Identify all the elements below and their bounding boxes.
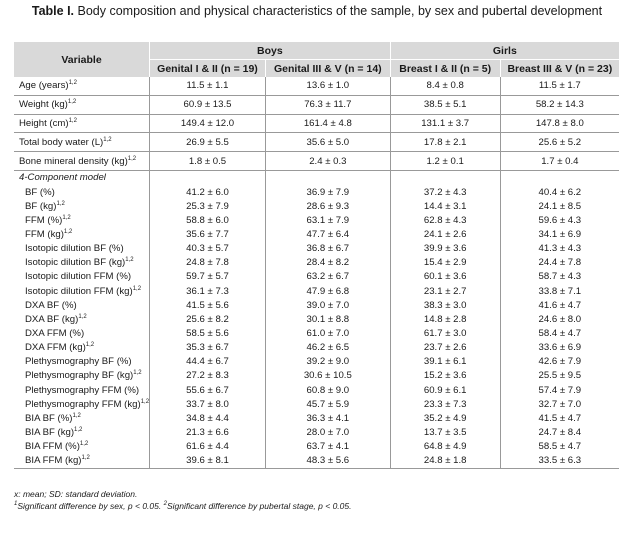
cell-value: 36.3 ± 4.1 <box>265 411 390 425</box>
table-label: Table I. <box>31 4 75 18</box>
table-row <box>14 227 619 241</box>
cell-value: 35.6 ± 7.7 <box>150 227 266 241</box>
cell-value: 11.5 ± 1.1 <box>150 77 266 95</box>
empty-cell <box>500 170 619 185</box>
table-row <box>14 77 619 95</box>
table-row <box>14 312 619 326</box>
row-label: FFM (%)$^{1,2}$ <box>14 213 150 227</box>
cell-value: 40.3 ± 5.7 <box>150 242 266 256</box>
table-row <box>14 397 619 411</box>
cell-value: 28.4 ± 8.2 <box>265 256 390 270</box>
cell-value: 62.8 ± 4.3 <box>390 213 500 227</box>
cell-value: 1.2 ± 0.1 <box>390 152 500 171</box>
cell-value: 8.4 ± 0.8 <box>390 77 500 95</box>
cell-value: 63.7 ± 4.1 <box>265 440 390 454</box>
cell-value: 14.4 ± 3.1 <box>390 199 500 213</box>
cell-value: 61.7 ± 3.0 <box>390 326 500 340</box>
empty-cell <box>390 170 500 185</box>
table-row <box>14 355 619 369</box>
cell-value: 149.4 ± 12.0 <box>150 114 266 133</box>
cell-value: 33.8 ± 7.1 <box>538 285 582 297</box>
cell-value: 76.3 ± 11.7 <box>265 95 390 114</box>
cell-value: 30.6 ± 10.5 <box>265 369 390 383</box>
table-row <box>14 185 619 199</box>
table-row <box>14 341 619 355</box>
cell-value: 58.2 ± 14.3 <box>500 95 619 114</box>
cell-value: 34.8 ± 4.4 <box>150 411 266 425</box>
cell-value: 14.8 ± 2.8 <box>390 312 500 326</box>
cell-value: 23.7 ± 2.6 <box>390 341 500 355</box>
cell-value: 33.7 ± 8.0 <box>150 397 266 411</box>
cell-value: 41.5 ± 4.7 <box>538 412 582 424</box>
header-col-breast-1-2: Breast I & II (n = 5) <box>390 60 500 78</box>
table-row <box>14 270 619 284</box>
cell-value: 55.6 ± 6.7 <box>150 383 266 397</box>
cell-value: 38.5 ± 5.1 <box>390 95 500 114</box>
cell-value: 60.9 ± 6.1 <box>390 383 500 397</box>
cell-value: 25.5 ± 9.5 <box>538 370 582 382</box>
row-label: Isotopic dilution BF (%) <box>14 242 150 256</box>
cell-value: 34.1 ± 6.9 <box>538 228 582 240</box>
cell-value: 26.9 ± 5.5 <box>150 133 266 152</box>
cell-value: 40.4 ± 6.2 <box>538 186 582 198</box>
cell-value: 46.2 ± 6.5 <box>265 341 390 355</box>
cell-value: 58.7 ± 4.3 <box>538 271 582 283</box>
table-row <box>14 284 619 298</box>
cell-value: 58.5 ± 4.7 <box>538 441 582 453</box>
cell-value: 28.6 ± 9.3 <box>265 199 390 213</box>
row-label: Isotopic dilution BF (kg)$^{1,2}$ <box>14 256 150 270</box>
row-label: FFM (kg)$^{1,2}$ <box>14 227 150 241</box>
cell-value: 25.6 ± 5.2 <box>500 133 619 152</box>
cell-value: 41.3 ± 4.3 <box>538 243 582 255</box>
cell-value: 30.1 ± 8.8 <box>265 312 390 326</box>
header-girls: Girls <box>390 42 619 60</box>
header-boys: Boys <box>150 42 391 60</box>
cell-value: 147.8 ± 8.0 <box>500 114 619 133</box>
row-label: Plethysmography FFM (kg)$^{1,2}$ <box>14 397 150 411</box>
row-label: Bone mineral density (kg)$^{1,2}$ <box>14 152 150 171</box>
cell-value: 13.6 ± 1.0 <box>265 77 390 95</box>
empty-cell <box>265 170 390 185</box>
table-row <box>14 298 619 312</box>
cell-value: 24.8 ± 7.8 <box>150 256 266 270</box>
table-row <box>14 199 619 213</box>
table-row <box>14 369 619 383</box>
cell-value: 36.1 ± 7.3 <box>150 284 266 298</box>
cell-value: 47.9 ± 6.8 <box>265 284 390 298</box>
cell-value: 59.6 ± 4.3 <box>538 214 582 226</box>
cell-value: 21.3 ± 6.6 <box>150 425 266 439</box>
table-title <box>0 4 634 18</box>
cell-value: 36.8 ± 6.7 <box>265 242 390 256</box>
cell-value: 42.6 ± 7.9 <box>538 356 582 368</box>
empty-cell <box>150 170 266 185</box>
row-label: BF (kg)$^{1,2}$ <box>14 199 150 213</box>
row-label: Isotopic dilution FFM (%) <box>14 270 150 284</box>
cell-value: 38.3 ± 3.0 <box>390 298 500 312</box>
table-row <box>14 411 619 425</box>
cell-value: 57.4 ± 7.9 <box>538 384 582 396</box>
cell-value: 28.0 ± 7.0 <box>265 425 390 439</box>
table-row <box>14 326 619 340</box>
data-table <box>14 42 619 469</box>
cell-value: 33.5 ± 6.3 <box>500 454 619 469</box>
cell-value: 1.8 ± 0.5 <box>150 152 266 171</box>
cell-value: 45.7 ± 5.9 <box>265 397 390 411</box>
row-label: Isotopic dilution FFM (kg)$^{1,2}$ <box>14 284 150 298</box>
section-label: 4-Component model <box>14 170 150 185</box>
table-row <box>14 440 619 454</box>
cell-value: 41.6 ± 4.7 <box>538 299 582 311</box>
cell-value: 33.6 ± 6.9 <box>538 342 582 354</box>
cell-value: 15.4 ± 2.9 <box>390 256 500 270</box>
cell-value: 24.4 ± 7.8 <box>538 257 582 269</box>
cell-value: 35.2 ± 4.9 <box>390 411 500 425</box>
cell-value: 35.6 ± 5.0 <box>265 133 390 152</box>
table-body <box>14 77 619 468</box>
row-label: Plethysmography FFM (%) <box>14 383 150 397</box>
header-variable: Variable <box>14 42 150 77</box>
cell-value: 39.9 ± 3.6 <box>390 242 500 256</box>
cell-value: 61.6 ± 4.4 <box>150 440 266 454</box>
cell-value: 47.7 ± 6.4 <box>265 227 390 241</box>
cell-value: 32.7 ± 7.0 <box>538 398 582 410</box>
cell-value: 60.9 ± 13.5 <box>150 95 266 114</box>
cell-value: 11.5 ± 1.7 <box>500 77 619 95</box>
cell-value: 61.0 ± 7.0 <box>265 326 390 340</box>
table-row <box>14 383 619 397</box>
cell-value: 39.6 ± 8.1 <box>150 454 266 469</box>
table-row <box>14 425 619 439</box>
cell-value: 36.9 ± 7.9 <box>265 185 390 199</box>
cell-value: 24.1 ± 8.5 <box>538 200 582 212</box>
cell-value: 44.4 ± 6.7 <box>150 355 266 369</box>
cell-value: 24.8 ± 1.8 <box>390 454 500 469</box>
cell-value: 35.3 ± 6.7 <box>150 341 266 355</box>
footnotes <box>14 488 351 512</box>
row-label: Total body water $(L)^{1,2}$ <box>14 133 150 152</box>
section-row <box>14 170 619 185</box>
cell-value: 37.2 ± 4.3 <box>390 185 500 199</box>
row-label: Height (cm)$^{1,2}$ <box>14 114 150 133</box>
row-label: BIA FFM (kg)$^{1,2}$ <box>14 454 150 469</box>
cell-value: 23.1 ± 2.7 <box>390 284 500 298</box>
row-label: Age (years)$^{1,2}$ <box>14 77 150 95</box>
cell-value: 17.8 ± 2.1 <box>390 133 500 152</box>
cell-value: 15.2 ± 3.6 <box>390 369 500 383</box>
row-label: DXA BF (%) <box>14 298 150 312</box>
row-label: Plethysmography BF (%) <box>14 355 150 369</box>
row-label: BIA BF (%)$^{1,2}$ <box>14 411 150 425</box>
cell-value: 60.1 ± 3.6 <box>390 270 500 284</box>
cell-value: 25.3 ± 7.9 <box>150 199 266 213</box>
table-row <box>14 454 619 469</box>
cell-value: 23.3 ± 7.3 <box>390 397 500 411</box>
cell-value: 13.7 ± 3.5 <box>390 425 500 439</box>
table-row <box>14 256 619 270</box>
row-label: DXA FFM (kg)$^{1,2}$ <box>14 341 150 355</box>
cell-value: 41.5 ± 5.6 <box>150 298 266 312</box>
table-caption: Body composition and physical characteristics of the sample, by sex and pubertal development <box>77 4 603 18</box>
cell-value: 63.2 ± 6.7 <box>265 270 390 284</box>
cell-value: 2.4 ± 0.3 <box>265 152 390 171</box>
table-row <box>14 114 619 133</box>
cell-value: 24.7 ± 8.4 <box>538 426 582 438</box>
cell-value: 39.2 ± 9.0 <box>265 355 390 369</box>
cell-value: 60.8 ± 9.0 <box>265 383 390 397</box>
row-label: Plethysmography BF (kg)$^{1,2}$ <box>14 369 150 383</box>
cell-value: 58.4 ± 4.7 <box>538 327 582 339</box>
table-row <box>14 133 619 152</box>
table-row <box>14 213 619 227</box>
footnote-abbreviations: x: mean; SD: standard deviation. <box>14 489 138 499</box>
table-row <box>14 95 619 114</box>
cell-value: 59.7 ± 5.7 <box>150 270 266 284</box>
header-col-genital-3-5: Genital III & V (n = 14) <box>265 60 390 78</box>
cell-value: 24.6 ± 8.0 <box>538 313 582 325</box>
header-col-genital-1-2: Genital I & II (n = 19) <box>150 60 266 78</box>
cell-value: 58.8 ± 6.0 <box>150 213 266 227</box>
table-row <box>14 152 619 171</box>
cell-value: 39.0 ± 7.0 <box>265 298 390 312</box>
cell-value: 25.6 ± 8.2 <box>150 312 266 326</box>
row-label: BIA FFM (%)$^{1,2}$ <box>14 440 150 454</box>
cell-value: 39.1 ± 6.1 <box>390 355 500 369</box>
cell-value: 41.2 ± 6.0 <box>150 185 266 199</box>
row-label: BIA BF (kg)$^{1,2}$ <box>14 425 150 439</box>
table-row <box>14 242 619 256</box>
footnote-significance: $^1$Significant difference by sex, p < 0.05. $^2$Significant difference by pubertal stage, p < 0.05. <box>14 501 352 511</box>
cell-value: 63.1 ± 7.9 <box>265 213 390 227</box>
row-label: BF (%) <box>14 185 150 199</box>
cell-value: 24.1 ± 2.6 <box>390 227 500 241</box>
row-label: Weight (kg)$^{1,2}$ <box>14 95 150 114</box>
cell-value: 64.8 ± 4.9 <box>390 440 500 454</box>
cell-value: 1.7 ± 0.4 <box>500 152 619 171</box>
row-label: DXA FFM (%) <box>14 326 150 340</box>
row-label: DXA BF (kg)$^{1,2}$ <box>14 312 150 326</box>
cell-value: 58.5 ± 5.6 <box>150 326 266 340</box>
cell-value: 131.1 ± 3.7 <box>390 114 500 133</box>
cell-value: 48.3 ± 5.6 <box>265 454 390 469</box>
cell-value: 161.4 ± 4.8 <box>265 114 390 133</box>
header-col-breast-3-5: Breast III & V (n = 23) <box>500 60 619 78</box>
cell-value: 27.2 ± 8.3 <box>150 369 266 383</box>
